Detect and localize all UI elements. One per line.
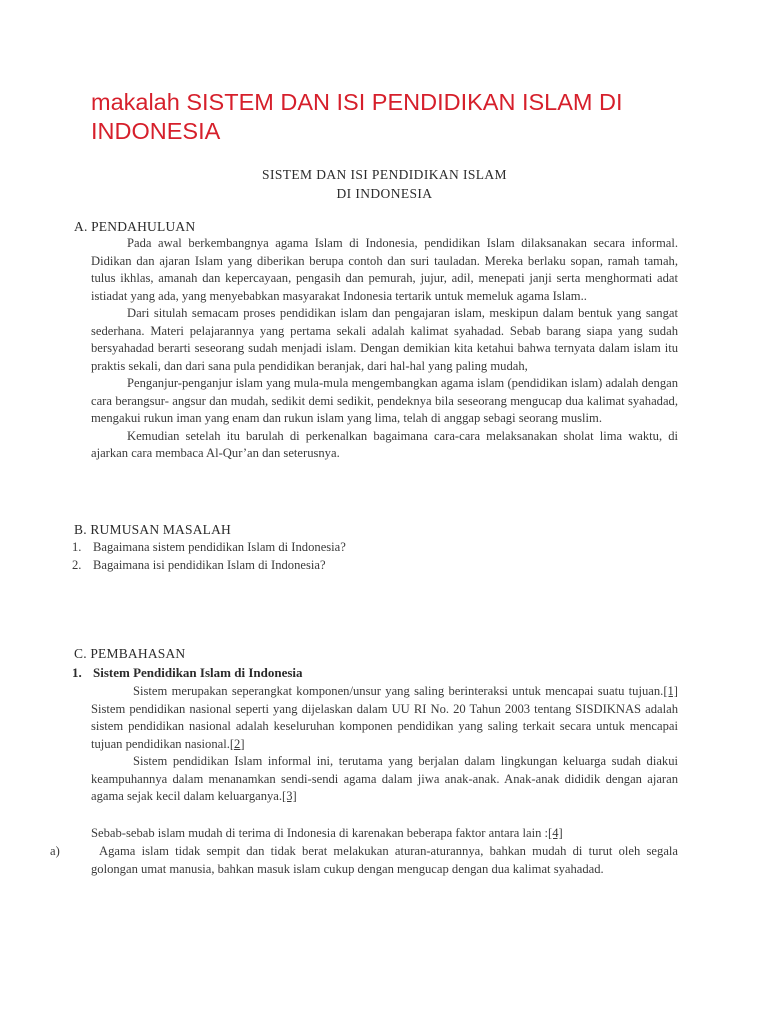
paragraph-text: Sistem merupakan seperangkat komponen/unsur yang saling berinteraksi untuk mencapai suatu tujuan. <box>133 684 664 698</box>
subheading-number: 1. <box>72 665 82 680</box>
paragraph: Dari situlah semacam proses pendidikan islam dan pengajaran islam, meskipun dalam bentuk yang sangat sederhana. Materi pelajarannya yang pertama sekali adalah kalimat syahadad. Sebab barang siapa yang sudah bersyahadad berarti seseorang sudah menjadi islam. Dengan demikian kita ketahui bahwa ternyata dalam islam itu praktis sekali, dan dari sana pula pendidikan beranjak, dari hal-hal yang paling mudah, <box>91 306 678 373</box>
paragraph-text: Sebab-sebab islam mudah di terima di Indonesia di karenakan beberapa faktor antara lain : <box>91 826 549 840</box>
pembahasan-body <box>91 683 678 806</box>
page-title: makalah SISTEM DAN ISI PENDIDIKAN ISLAM DI INDONESIA <box>91 89 623 144</box>
list-item-a <box>50 843 678 878</box>
list-item <box>72 539 672 557</box>
faktor-intro <box>91 825 678 843</box>
paragraph <box>91 753 678 806</box>
paragraph: Kemudian setelah itu barulah di perkenalkan bagaimana cara-cara melaksanakan sholat lima waktu, di ajarkan cara membaca Al-Qur’an dan seterusnya. <box>91 428 678 460</box>
list-text: Agama islam tidak sempit dan tidak berat melakukan aturan-aturannya, bahkan mudah di turut oleh segala golongan umat manusia, bahkan masuk islam cukup dengan mengucap dengan dua kalimat syahadad. <box>91 844 678 876</box>
footnote-link-2[interactable]: [2] <box>229 736 245 751</box>
list-item <box>72 557 672 575</box>
footnote-link-4[interactable]: [4] <box>548 826 563 840</box>
list-text: Bagaimana isi pendidikan Islam di Indonesia? <box>93 557 326 572</box>
paragraph <box>91 683 678 753</box>
paragraph-text: Sistem pendidikan nasional seperti yang dijelaskan dalam UU RI No. 20 Tahun 2003 tentang SISDIKNAS adalah sistem pendidikan nasional adalah keseluruhan komponen pendidikan yang saling terkait secara untuk mencapai tujuan pendidikan nasional. <box>91 701 678 751</box>
heading-pembahasan: C. PEMBAHASAN <box>74 646 186 661</box>
heading-pendahuluan: A. PENDAHULUAN <box>74 219 196 234</box>
paragraph-text: Sistem pendidikan Islam informal ini, terutama yang berjalan dalam lingkungan keluarga sudah diakui keampuhannya dalam menanamkan sendi-sendi agama dalam jiwa anak-anak. Anak-anak dididik dengan ajaran agama sejak kecil dalam keluarganya. <box>91 754 678 803</box>
footnote-link-3[interactable]: [3] <box>282 789 297 803</box>
subheading-text: Sistem Pendidikan Islam di Indonesia <box>93 665 303 680</box>
list-number: 1. <box>72 540 82 554</box>
heading-rumusan-masalah: B. RUMUSAN MASALAH <box>74 522 231 537</box>
pendahuluan-body <box>91 235 678 463</box>
rumusan-masalah-list <box>72 539 672 574</box>
list-letter: a) <box>50 844 60 858</box>
document-title <box>91 165 678 203</box>
document-title-line-1: SISTEM DAN ISI PENDIDIKAN ISLAM <box>262 167 507 182</box>
list-number: 2. <box>72 557 82 572</box>
footnote-link-1[interactable]: [1] <box>663 684 678 698</box>
list-text: Bagaimana sistem pendidikan Islam di Indonesia? <box>93 540 346 554</box>
paragraph: Penganjur-penganjur islam yang mula-mula mengembangkan agama islam (pendidikan islam) adalah dengan cara berangsur- angsur dan mudah, sedikit demi sedikit, pendeknya bila seseorang mengucap dua kalimat syahadad, mengakui rukun iman yang enam dan rukun islam yang lima, telah di anggap sebagi seorang muslim. <box>91 376 678 425</box>
document-title-line-2: DI INDONESIA <box>336 186 433 201</box>
paragraph: Pada awal berkembangnya agama Islam di Indonesia, pendidikan Islam dilaksanakan secara informal. Didikan dan ajaran Islam yang diberikan berupa contoh dan suri tauladan. Mereka berlaku sopan, ramah tamah, tulus ikhlas, amanah dan kepercayaan, pengasih dan pemurah, jujur, adil, menepati janji serta menghormati adat istiadat yang ada, yang menyebabkan masyarakat Indonesia tertarik untuk memeluk agama Islam.. <box>91 236 678 303</box>
subheading-sistem-pendidikan <box>72 664 303 681</box>
